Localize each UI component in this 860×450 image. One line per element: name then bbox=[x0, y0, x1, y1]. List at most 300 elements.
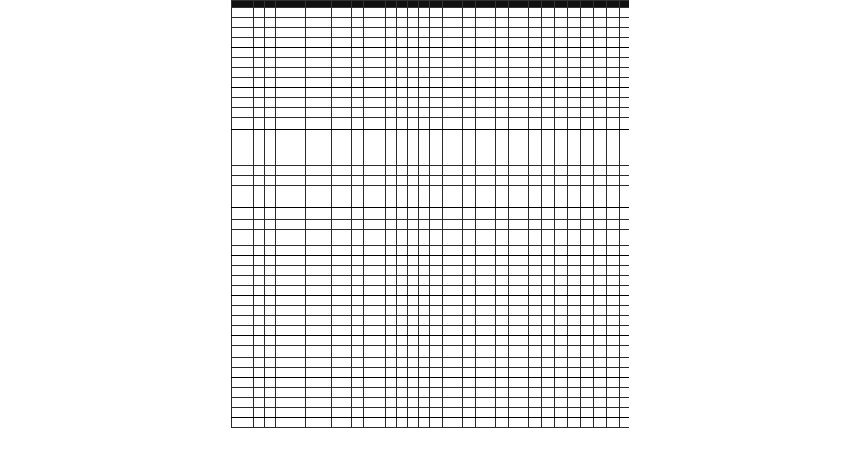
table-cell bbox=[529, 78, 542, 88]
table-cell bbox=[232, 8, 254, 18]
table-cell bbox=[529, 176, 542, 186]
table-cell bbox=[529, 346, 542, 358]
table-cell bbox=[594, 336, 607, 346]
table-cell bbox=[276, 8, 306, 18]
table-cell bbox=[509, 316, 529, 326]
table-cell bbox=[463, 246, 476, 256]
table-cell bbox=[581, 220, 594, 230]
table-cell bbox=[555, 208, 568, 220]
table-cell bbox=[496, 68, 509, 78]
column-header bbox=[306, 1, 332, 8]
table-cell bbox=[568, 68, 581, 78]
table-cell bbox=[509, 246, 529, 256]
table-cell bbox=[620, 230, 630, 246]
table-cell bbox=[463, 18, 476, 28]
table-cell bbox=[607, 418, 620, 428]
table-cell bbox=[408, 166, 419, 176]
table-cell bbox=[397, 186, 408, 208]
table-cell bbox=[607, 48, 620, 58]
table-cell bbox=[430, 286, 443, 296]
table-cell bbox=[306, 220, 332, 230]
table-cell bbox=[509, 208, 529, 220]
table-cell bbox=[476, 68, 496, 78]
table-cell bbox=[568, 220, 581, 230]
table-cell bbox=[364, 166, 386, 176]
table-cell bbox=[581, 58, 594, 68]
table-cell bbox=[332, 286, 352, 296]
table-cell bbox=[265, 166, 276, 176]
table-cell bbox=[408, 296, 419, 306]
column-header bbox=[332, 1, 352, 8]
table-cell bbox=[364, 38, 386, 48]
table-cell bbox=[332, 256, 352, 266]
table-cell bbox=[232, 166, 254, 176]
table-cell bbox=[254, 88, 265, 98]
table-cell bbox=[397, 246, 408, 256]
table-cell bbox=[254, 358, 265, 368]
table-cell bbox=[306, 398, 332, 408]
table-cell bbox=[254, 108, 265, 118]
table-cell bbox=[397, 346, 408, 358]
table-row bbox=[232, 368, 630, 378]
table-cell bbox=[509, 166, 529, 176]
table-cell bbox=[254, 378, 265, 388]
table-cell bbox=[555, 176, 568, 186]
table-cell bbox=[408, 58, 419, 68]
table-cell bbox=[620, 78, 630, 88]
table-cell bbox=[364, 176, 386, 186]
table-cell bbox=[232, 378, 254, 388]
table-cell bbox=[364, 418, 386, 428]
table-cell bbox=[430, 398, 443, 408]
table-cell bbox=[607, 296, 620, 306]
table-cell bbox=[607, 230, 620, 246]
data-table bbox=[231, 0, 629, 428]
table-cell bbox=[443, 220, 463, 230]
table-cell bbox=[443, 326, 463, 336]
table-cell bbox=[430, 68, 443, 78]
table-cell bbox=[408, 130, 419, 166]
table-cell bbox=[306, 108, 332, 118]
table-cell bbox=[568, 38, 581, 48]
table-row bbox=[232, 88, 630, 98]
table-cell bbox=[306, 286, 332, 296]
table-cell bbox=[529, 166, 542, 176]
table-cell bbox=[568, 418, 581, 428]
table-cell bbox=[509, 220, 529, 230]
table-cell bbox=[332, 166, 352, 176]
table-cell bbox=[232, 28, 254, 38]
table-cell bbox=[306, 98, 332, 108]
table-cell bbox=[386, 166, 397, 176]
table-cell bbox=[620, 378, 630, 388]
table-cell bbox=[408, 358, 419, 368]
table-cell bbox=[364, 18, 386, 28]
table-cell bbox=[607, 18, 620, 28]
table-cell bbox=[529, 266, 542, 276]
table-cell bbox=[364, 78, 386, 88]
table-row bbox=[232, 246, 630, 256]
table-row bbox=[232, 378, 630, 388]
table-cell bbox=[443, 296, 463, 306]
table-cell bbox=[581, 388, 594, 398]
table-cell bbox=[408, 306, 419, 316]
table-cell bbox=[443, 78, 463, 88]
table-row bbox=[232, 336, 630, 346]
table-cell bbox=[594, 38, 607, 48]
table-cell bbox=[581, 418, 594, 428]
table-row bbox=[232, 408, 630, 418]
table-cell bbox=[276, 166, 306, 176]
table-cell bbox=[232, 58, 254, 68]
table-cell bbox=[306, 256, 332, 266]
table-cell bbox=[529, 230, 542, 246]
table-cell bbox=[430, 130, 443, 166]
table-cell bbox=[509, 186, 529, 208]
table-cell bbox=[594, 8, 607, 18]
table-cell bbox=[419, 186, 430, 208]
table-cell bbox=[542, 58, 555, 68]
table-cell bbox=[265, 306, 276, 316]
table-cell bbox=[254, 68, 265, 78]
table-cell bbox=[607, 246, 620, 256]
table-cell bbox=[581, 276, 594, 286]
table-cell bbox=[276, 78, 306, 88]
table-cell bbox=[542, 18, 555, 28]
table-cell bbox=[408, 108, 419, 118]
table-cell bbox=[386, 388, 397, 398]
table-cell bbox=[542, 68, 555, 78]
table-cell bbox=[254, 38, 265, 48]
table-cell bbox=[529, 378, 542, 388]
table-cell bbox=[542, 246, 555, 256]
table-cell bbox=[265, 220, 276, 230]
table-cell bbox=[607, 8, 620, 18]
table-cell bbox=[265, 246, 276, 256]
table-cell bbox=[443, 336, 463, 346]
table-cell bbox=[476, 186, 496, 208]
table-cell bbox=[397, 78, 408, 88]
table-cell bbox=[476, 118, 496, 130]
table-cell bbox=[419, 98, 430, 108]
table-cell bbox=[430, 220, 443, 230]
table-cell bbox=[443, 230, 463, 246]
table-cell bbox=[265, 98, 276, 108]
table-cell bbox=[276, 398, 306, 408]
table-cell bbox=[232, 398, 254, 408]
table-cell bbox=[607, 346, 620, 358]
table-cell bbox=[306, 388, 332, 398]
table-cell bbox=[568, 18, 581, 28]
table-cell bbox=[542, 398, 555, 408]
table-cell bbox=[419, 108, 430, 118]
table-cell bbox=[352, 316, 364, 326]
table-cell bbox=[620, 346, 630, 358]
table-cell bbox=[265, 276, 276, 286]
table-cell bbox=[364, 220, 386, 230]
table-cell bbox=[276, 418, 306, 428]
table-cell bbox=[463, 166, 476, 176]
table-cell bbox=[254, 8, 265, 18]
table-cell bbox=[232, 176, 254, 186]
table-cell bbox=[463, 418, 476, 428]
table-cell bbox=[529, 98, 542, 108]
table-cell bbox=[265, 176, 276, 186]
table-cell bbox=[332, 8, 352, 18]
table-cell bbox=[555, 398, 568, 408]
table-cell bbox=[509, 286, 529, 296]
table-cell bbox=[607, 398, 620, 408]
table-cell bbox=[463, 266, 476, 276]
column-header bbox=[265, 1, 276, 8]
table-cell bbox=[581, 186, 594, 208]
table-cell bbox=[352, 256, 364, 266]
table-cell bbox=[265, 266, 276, 276]
table-cell bbox=[594, 18, 607, 28]
table-cell bbox=[581, 358, 594, 368]
table-cell bbox=[265, 8, 276, 18]
table-cell bbox=[352, 88, 364, 98]
table-cell bbox=[620, 48, 630, 58]
table-cell bbox=[276, 276, 306, 286]
table-cell bbox=[408, 208, 419, 220]
table-cell bbox=[419, 378, 430, 388]
table-cell bbox=[408, 336, 419, 346]
table-cell bbox=[463, 98, 476, 108]
table-cell bbox=[430, 186, 443, 208]
table-cell bbox=[408, 398, 419, 408]
table-cell bbox=[306, 68, 332, 78]
table-cell bbox=[555, 88, 568, 98]
column-header bbox=[397, 1, 408, 8]
table-cell bbox=[568, 346, 581, 358]
table-cell bbox=[386, 230, 397, 246]
table-cell bbox=[276, 48, 306, 58]
table-cell bbox=[529, 28, 542, 38]
table-cell bbox=[306, 368, 332, 378]
table-row bbox=[232, 276, 630, 286]
table-cell bbox=[443, 48, 463, 58]
table-cell bbox=[594, 418, 607, 428]
table-cell bbox=[306, 88, 332, 98]
table-cell bbox=[443, 208, 463, 220]
table-cell bbox=[594, 88, 607, 98]
table-cell bbox=[555, 48, 568, 58]
table-cell bbox=[555, 68, 568, 78]
table-cell bbox=[386, 18, 397, 28]
table-cell bbox=[581, 346, 594, 358]
table-cell bbox=[568, 130, 581, 166]
table-cell bbox=[386, 346, 397, 358]
table-cell bbox=[443, 130, 463, 166]
table-cell bbox=[254, 98, 265, 108]
table-cell bbox=[430, 266, 443, 276]
table-cell bbox=[581, 256, 594, 266]
table-cell bbox=[397, 296, 408, 306]
table-cell bbox=[386, 368, 397, 378]
table-cell bbox=[607, 38, 620, 48]
table-cell bbox=[443, 266, 463, 276]
table-cell bbox=[352, 368, 364, 378]
table-cell bbox=[276, 28, 306, 38]
table-cell bbox=[232, 118, 254, 130]
table-cell bbox=[542, 358, 555, 368]
table-cell bbox=[620, 68, 630, 78]
table-cell bbox=[397, 256, 408, 266]
table-cell bbox=[386, 326, 397, 336]
table-cell bbox=[397, 230, 408, 246]
table-cell bbox=[352, 418, 364, 428]
table-cell bbox=[254, 18, 265, 28]
table-cell bbox=[352, 48, 364, 58]
table-cell bbox=[542, 166, 555, 176]
table-cell bbox=[265, 388, 276, 398]
table-cell bbox=[529, 68, 542, 78]
table-cell bbox=[594, 408, 607, 418]
table-cell bbox=[476, 28, 496, 38]
table-cell bbox=[232, 208, 254, 220]
table-cell bbox=[568, 296, 581, 306]
table-cell bbox=[397, 388, 408, 398]
table-cell bbox=[408, 18, 419, 28]
table-cell bbox=[555, 220, 568, 230]
table-cell bbox=[232, 408, 254, 418]
table-row bbox=[232, 186, 630, 208]
table-cell bbox=[594, 118, 607, 130]
table-cell bbox=[496, 346, 509, 358]
table-cell bbox=[332, 276, 352, 286]
table-cell bbox=[607, 316, 620, 326]
column-header bbox=[232, 1, 254, 8]
table-cell bbox=[568, 208, 581, 220]
table-cell bbox=[419, 220, 430, 230]
table-cell bbox=[620, 98, 630, 108]
table-cell bbox=[306, 276, 332, 286]
table-cell bbox=[542, 368, 555, 378]
table-cell bbox=[276, 230, 306, 246]
table-cell bbox=[463, 230, 476, 246]
table-cell bbox=[555, 166, 568, 176]
table-cell bbox=[607, 408, 620, 418]
table-cell bbox=[430, 346, 443, 358]
table-cell bbox=[620, 166, 630, 176]
table-cell bbox=[581, 18, 594, 28]
table-cell bbox=[386, 306, 397, 316]
table-cell bbox=[332, 346, 352, 358]
table-cell bbox=[443, 286, 463, 296]
table-cell bbox=[443, 276, 463, 286]
table-cell bbox=[386, 286, 397, 296]
table-cell bbox=[443, 418, 463, 428]
table-cell bbox=[276, 186, 306, 208]
table-cell bbox=[386, 176, 397, 186]
table-cell bbox=[496, 418, 509, 428]
table-cell bbox=[364, 368, 386, 378]
table-cell bbox=[476, 378, 496, 388]
table-cell bbox=[352, 326, 364, 336]
table-cell bbox=[364, 408, 386, 418]
table-cell bbox=[419, 78, 430, 88]
table-cell bbox=[430, 166, 443, 176]
table-cell bbox=[232, 346, 254, 358]
table-cell bbox=[430, 368, 443, 378]
table-cell bbox=[232, 108, 254, 118]
table-cell bbox=[529, 296, 542, 306]
table-cell bbox=[386, 108, 397, 118]
table-cell bbox=[594, 186, 607, 208]
table-cell bbox=[352, 8, 364, 18]
table-cell bbox=[581, 130, 594, 166]
table-cell bbox=[509, 130, 529, 166]
table-cell bbox=[306, 336, 332, 346]
table-cell bbox=[397, 166, 408, 176]
table-cell bbox=[232, 266, 254, 276]
table-row bbox=[232, 108, 630, 118]
table-cell bbox=[620, 256, 630, 266]
table-cell bbox=[232, 98, 254, 108]
table-cell bbox=[265, 58, 276, 68]
table-cell bbox=[594, 346, 607, 358]
table-cell bbox=[276, 68, 306, 78]
table-cell bbox=[430, 296, 443, 306]
table-cell bbox=[254, 130, 265, 166]
table-cell bbox=[594, 130, 607, 166]
table-cell bbox=[386, 88, 397, 98]
table-cell bbox=[408, 230, 419, 246]
table-cell bbox=[542, 176, 555, 186]
table-cell bbox=[542, 208, 555, 220]
table-cell bbox=[496, 276, 509, 286]
table-cell bbox=[509, 358, 529, 368]
table-cell bbox=[265, 38, 276, 48]
table-cell bbox=[254, 58, 265, 68]
table-cell bbox=[476, 286, 496, 296]
table-cell bbox=[509, 48, 529, 58]
table-cell bbox=[620, 276, 630, 286]
table-cell bbox=[607, 28, 620, 38]
table-cell bbox=[476, 388, 496, 398]
table-row bbox=[232, 256, 630, 266]
column-header bbox=[476, 1, 496, 8]
table-cell bbox=[542, 98, 555, 108]
table-cell bbox=[397, 18, 408, 28]
table-row bbox=[232, 266, 630, 276]
table-cell bbox=[496, 220, 509, 230]
table-cell bbox=[276, 378, 306, 388]
table-cell bbox=[276, 98, 306, 108]
table-cell bbox=[594, 208, 607, 220]
table-cell bbox=[568, 336, 581, 346]
column-header bbox=[386, 1, 397, 8]
table-cell bbox=[408, 68, 419, 78]
table-cell bbox=[332, 306, 352, 316]
table-cell bbox=[581, 246, 594, 256]
table-cell bbox=[568, 88, 581, 98]
table-cell bbox=[419, 208, 430, 220]
table-cell bbox=[430, 326, 443, 336]
table-cell bbox=[509, 38, 529, 48]
table-cell bbox=[509, 98, 529, 108]
table-row bbox=[232, 166, 630, 176]
table-cell bbox=[509, 28, 529, 38]
table-cell bbox=[254, 418, 265, 428]
table-cell bbox=[463, 28, 476, 38]
table-cell bbox=[254, 230, 265, 246]
table-cell bbox=[594, 316, 607, 326]
table-cell bbox=[430, 256, 443, 266]
table-cell bbox=[332, 296, 352, 306]
table-cell bbox=[555, 346, 568, 358]
